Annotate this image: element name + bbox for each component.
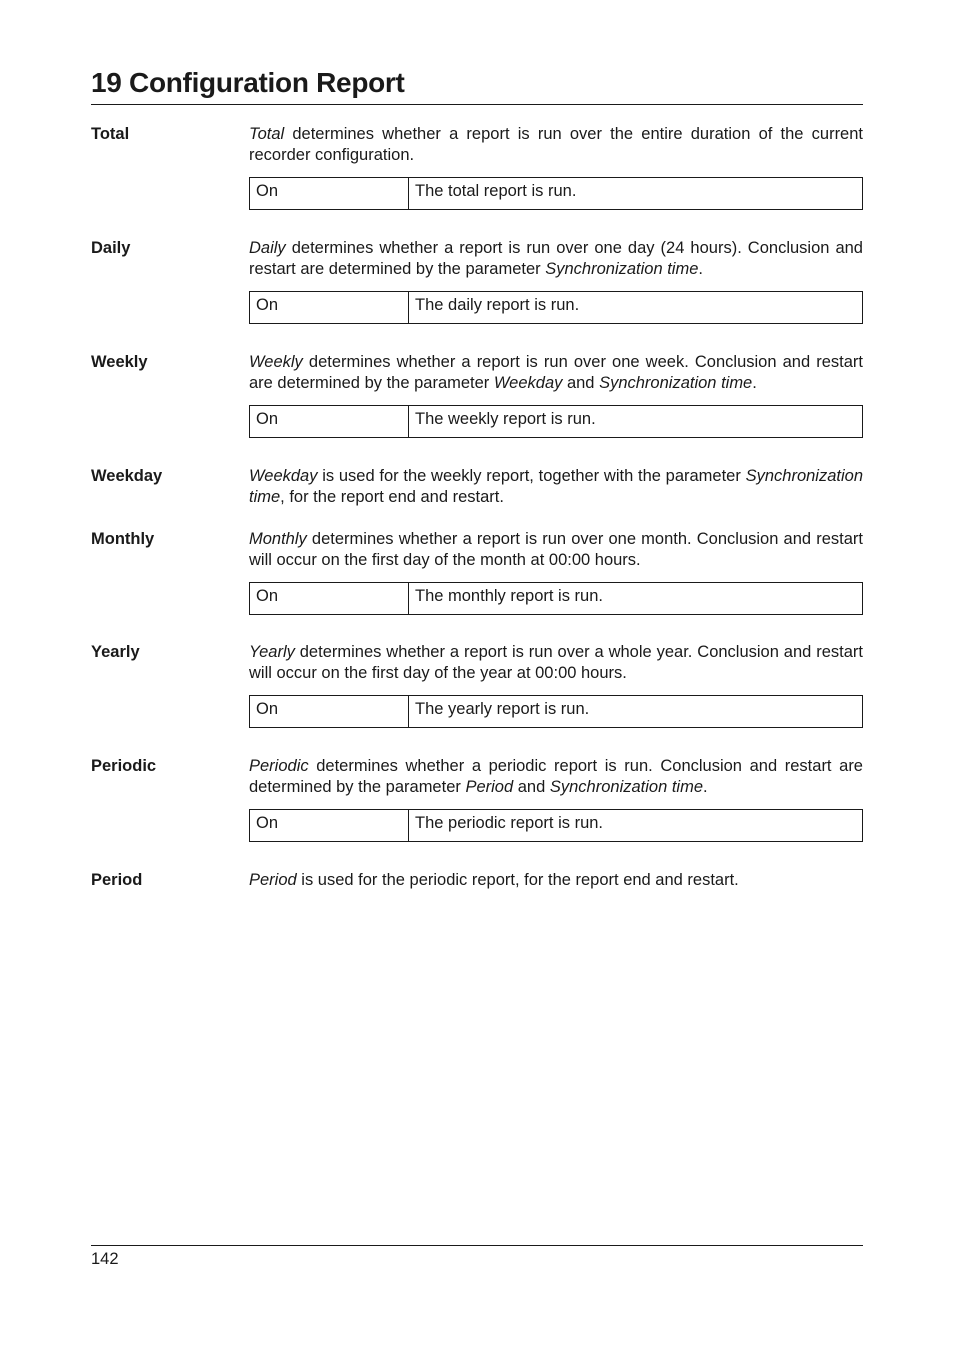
description-text: .	[752, 374, 757, 392]
description-text: determines whether a periodic report is run. Conclusion and restart are determined by the parameter	[249, 757, 863, 796]
parameter-term: Daily	[91, 239, 131, 257]
description-text: determines whether a report is run over a whole year. Conclusion and restart will occur on the first day of the year at 00:00 hours.	[249, 643, 863, 682]
description-text: determines whether a report is run over one week. Conclusion and restart are determined by the parameter	[249, 353, 863, 392]
parameter-reference: Periodic	[249, 757, 309, 775]
table-row	[250, 178, 863, 210]
option-value: The weekly report is run.	[409, 406, 863, 438]
parameter-yearly	[91, 642, 863, 728]
page-number: 142	[91, 1250, 119, 1268]
parameter-description	[249, 529, 863, 571]
option-table	[249, 695, 863, 728]
parameter-reference: Yearly	[249, 643, 295, 661]
parameter-total	[91, 124, 863, 210]
option-value: The daily report is run.	[409, 292, 863, 324]
parameter-description	[249, 642, 863, 684]
description-text: and	[513, 778, 550, 796]
option-value: The monthly report is run.	[409, 583, 863, 615]
description-text: determines whether a report is run over one day (24 hours). Conclusion and restart are determined by the parameter	[249, 239, 863, 278]
parameter-description	[249, 238, 863, 280]
parameter-description	[249, 870, 863, 891]
parameter-reference: Synchronization time	[249, 467, 863, 506]
table-row	[250, 696, 863, 728]
parameter-reference: Period	[249, 871, 297, 889]
option-key: On	[250, 583, 409, 615]
parameter-reference: Period	[465, 778, 514, 796]
table-row	[250, 583, 863, 615]
parameter-term: Total	[91, 125, 130, 143]
description-text: is used for the periodic report, for the report end and restart.	[296, 871, 739, 889]
footer-rule	[91, 1245, 863, 1246]
parameter-reference: Synchronization time	[549, 778, 704, 796]
option-value: The total report is run.	[409, 178, 863, 210]
parameter-reference: Total	[249, 125, 285, 143]
description-text: determines whether a report is run over one month. Conclusion and restart will occur on the first day of the month at 00:00 hours.	[249, 530, 863, 569]
option-value: The yearly report is run.	[409, 696, 863, 728]
parameter-reference: Weekday	[493, 374, 563, 392]
parameter-reference: Synchronization time	[545, 260, 699, 278]
parameter-term: Weekly	[91, 353, 148, 371]
table-row	[250, 406, 863, 438]
description-text: .	[698, 260, 703, 278]
description-text: determines whether a report is run over the entire duration of the current recorder configuration.	[249, 125, 863, 164]
parameter-term: Periodic	[91, 757, 157, 775]
description-text: is used for the weekly report, together with the parameter	[317, 467, 746, 485]
parameter-description	[249, 352, 863, 394]
option-table	[249, 291, 863, 324]
option-table	[249, 582, 863, 615]
description-text: and	[562, 374, 600, 392]
page-title: 19 Configuration Report	[91, 64, 863, 105]
parameter-reference: Monthly	[249, 530, 307, 548]
parameter-reference: Weekday	[249, 467, 318, 485]
parameter-term: Weekday	[91, 467, 163, 485]
description-text: , for the report end and restart.	[280, 488, 504, 506]
parameter-description	[249, 756, 863, 798]
option-table	[249, 405, 863, 438]
option-key: On	[250, 696, 409, 728]
parameter-reference: Synchronization time	[599, 374, 753, 392]
option-value: The periodic report is run.	[409, 810, 863, 842]
parameter-term: Monthly	[91, 530, 155, 548]
parameter-periodic	[91, 756, 863, 842]
description-text: .	[703, 778, 708, 796]
parameter-term: Period	[91, 871, 143, 889]
table-row	[250, 810, 863, 842]
parameter-period	[91, 870, 863, 891]
option-key: On	[250, 810, 409, 842]
parameter-reference: Daily	[249, 239, 286, 257]
option-key: On	[250, 178, 409, 210]
parameter-weekday	[91, 466, 863, 508]
parameter-term: Yearly	[91, 643, 140, 661]
parameter-monthly	[91, 529, 863, 615]
parameter-description	[249, 124, 863, 166]
parameter-reference: Weekly	[249, 353, 303, 371]
table-row	[250, 292, 863, 324]
option-table	[249, 809, 863, 842]
parameter-description	[249, 466, 863, 508]
option-key: On	[250, 406, 409, 438]
option-table	[249, 177, 863, 210]
parameter-weekly	[91, 352, 863, 438]
parameter-daily	[91, 238, 863, 324]
option-key: On	[250, 292, 409, 324]
